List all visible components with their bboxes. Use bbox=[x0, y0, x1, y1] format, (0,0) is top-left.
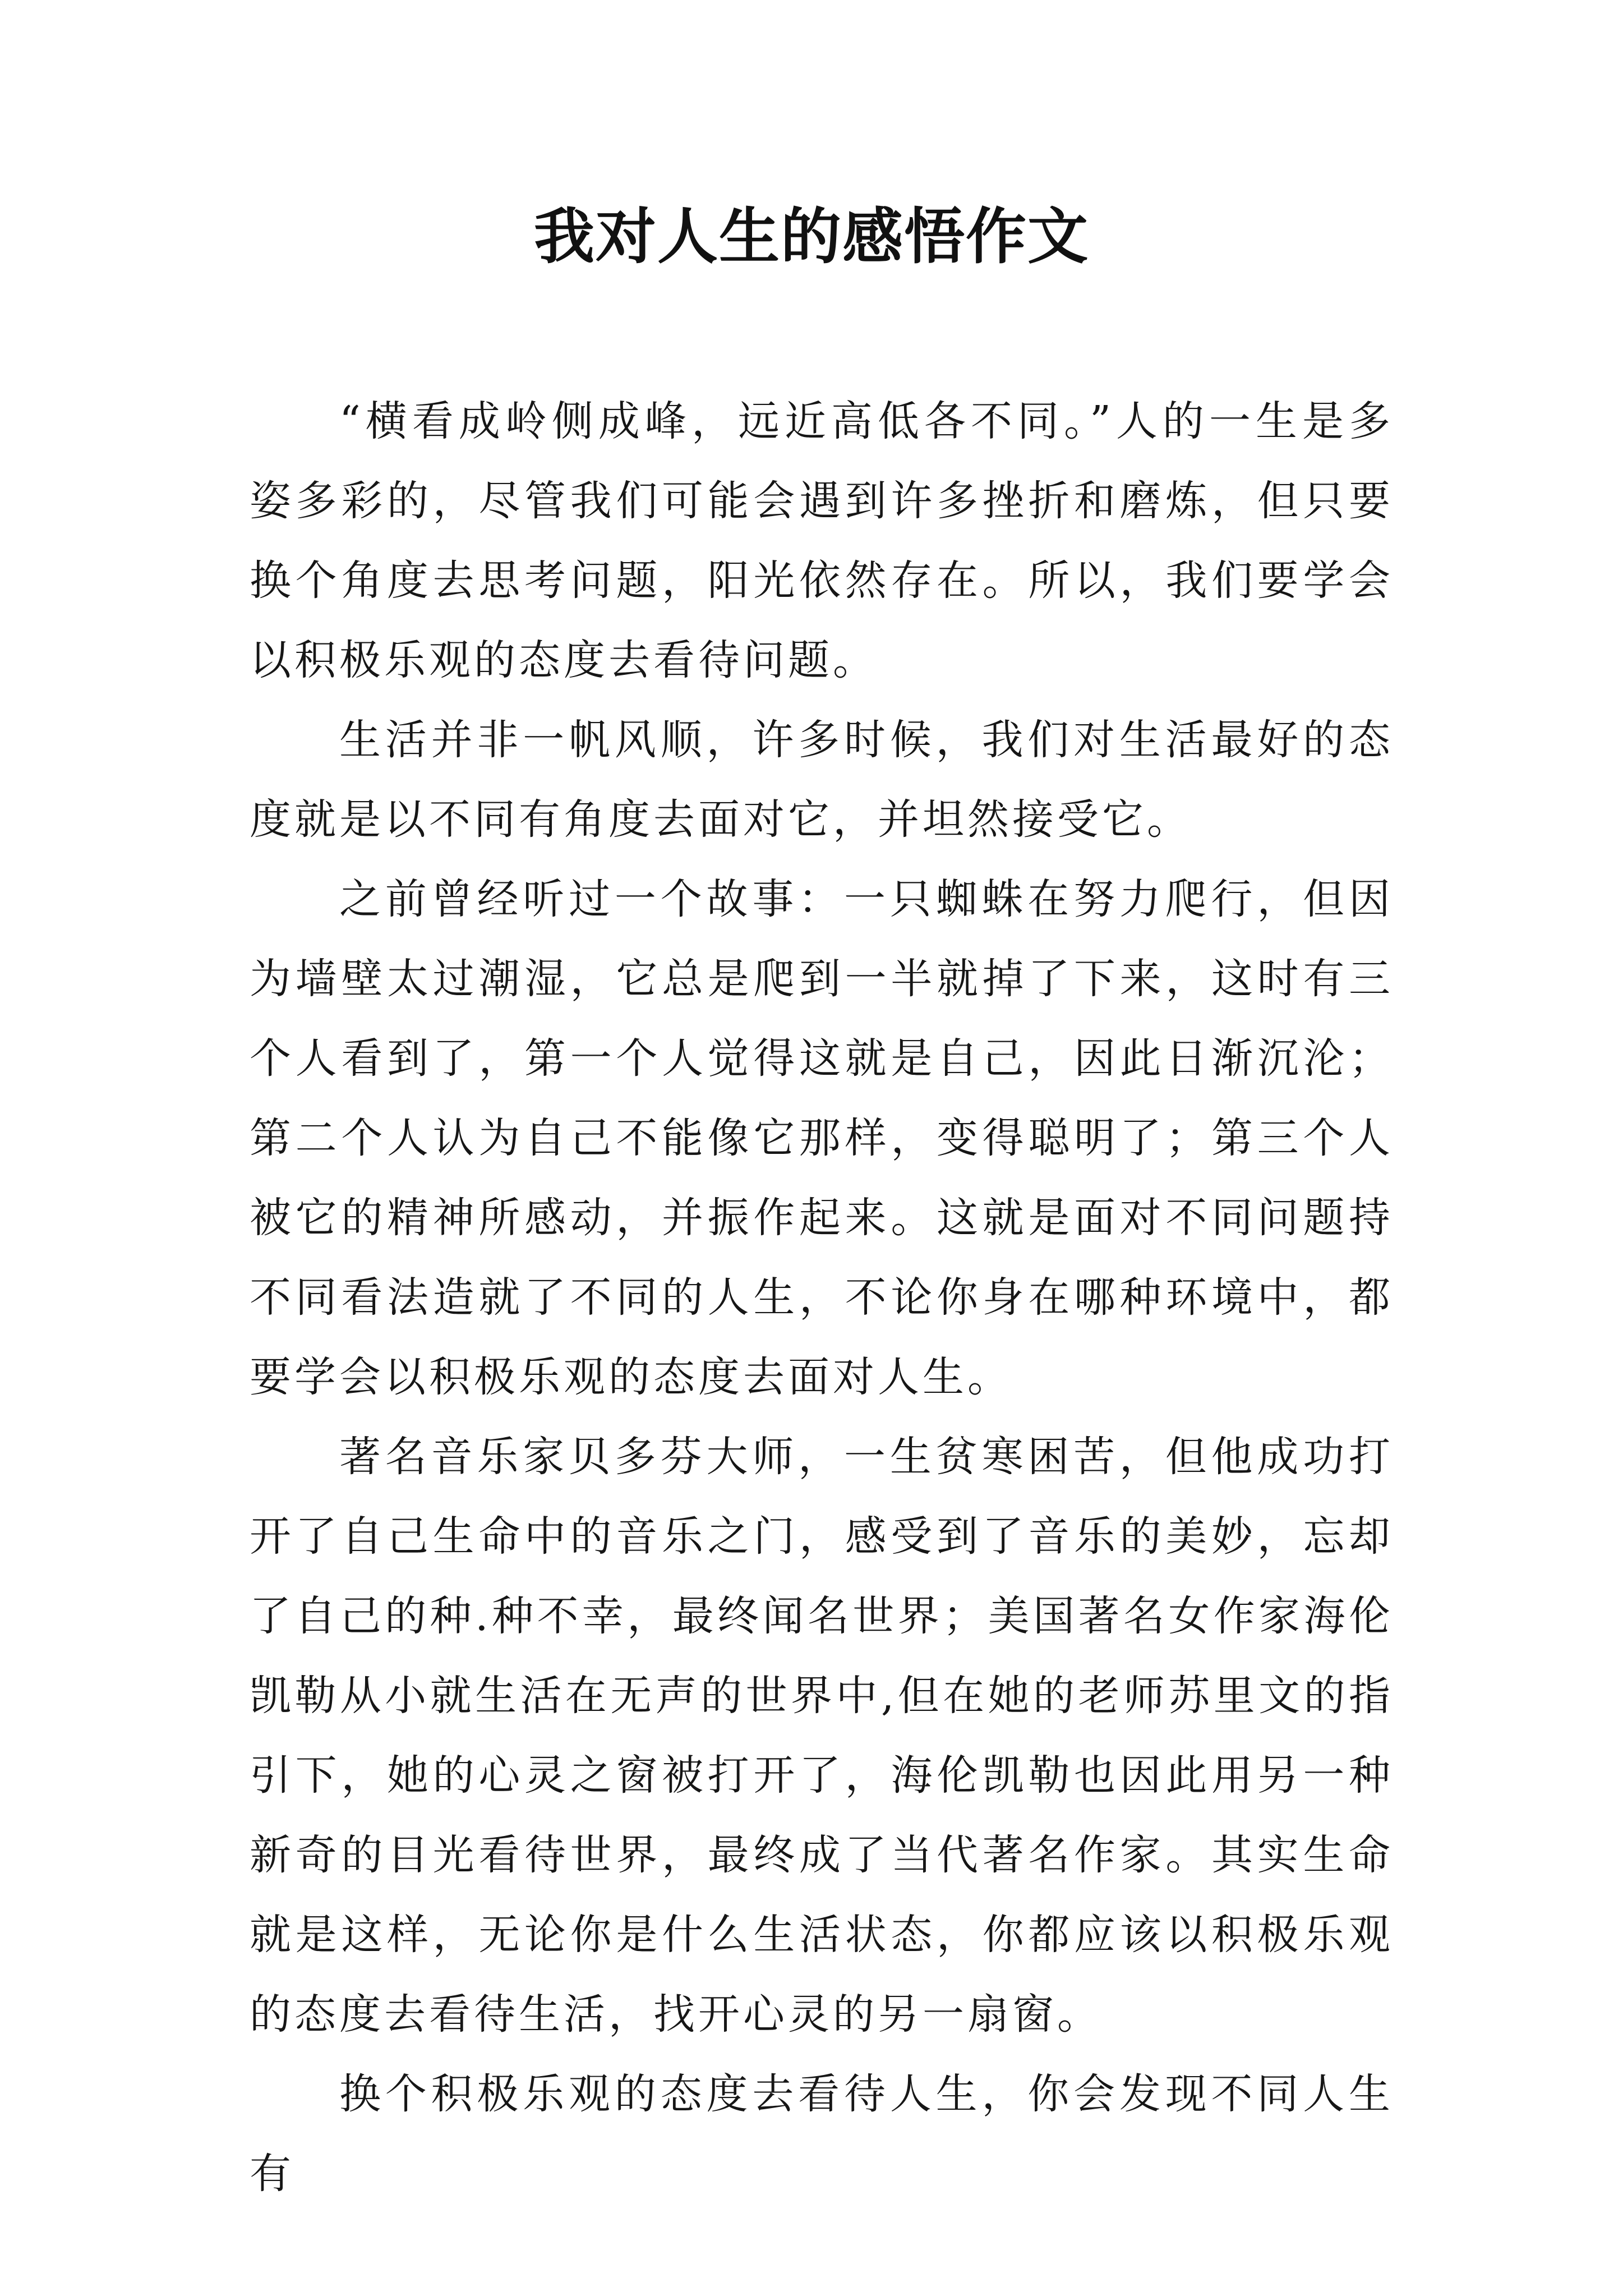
document-body bbox=[250, 381, 1394, 2214]
paragraph-3: 之前曾经听过一个故事：一只蜘蛛在努力爬行，但因为墙壁太过潮湿，它总是爬到一半就掉了下来，这时有三个人看到了，第一个人觉得这就是自己，因此日渐沉沦；第二个人认为自己不能像它那样，变得聪明了；第三个人被它的精神所感动，并振作起来。这就是面对不同问题持不同看法造就了不同的人生，不论你身在哪种环境中，都要学会以积极乐观的态度去面对人生。 bbox=[250, 875, 1394, 1401]
paragraph-2: 生活并非一帆风顺，许多时候，我们对生活最好的态度就是以不同有角度去面对它，并坦然接受它。 bbox=[250, 716, 1394, 844]
paragraph-5: 换个积极乐观的态度去看待人生，你会发现不同人生有 bbox=[250, 2070, 1394, 2198]
document-title: 我对人生的感悟作文 bbox=[533, 201, 1089, 272]
paragraph-1: “横看成岭侧成峰，远近高低各不同。”人的一生是多姿多彩的，尽管我们可能会遇到许多挫折和磨炼，但只要换个角度去思考问题，阳光依然存在。所以，我们要学会以积极乐观的态度去看待问题。 bbox=[250, 397, 1394, 684]
paragraph-4: 著名音乐家贝多芬大师，一生贫寒困苦，但他成功打开了自己生命中的音乐之门，感受到了音乐的美妙，忘却了自己的种.种不幸，最终闻名世界；美国著名女作家海伦凯勒从小就生活在无声的世界中,但在她的老师苏里文的指引下，她的心灵之窗被打开了，海伦凯勒也因此用另一种新奇的目光看待世界，最终成了当代著名作家。其实生命就是这样，无论你是什么生活状态，你都应该以积极乐观的态度去看待生活，找开心灵的另一扇窗。 bbox=[250, 1433, 1394, 2039]
